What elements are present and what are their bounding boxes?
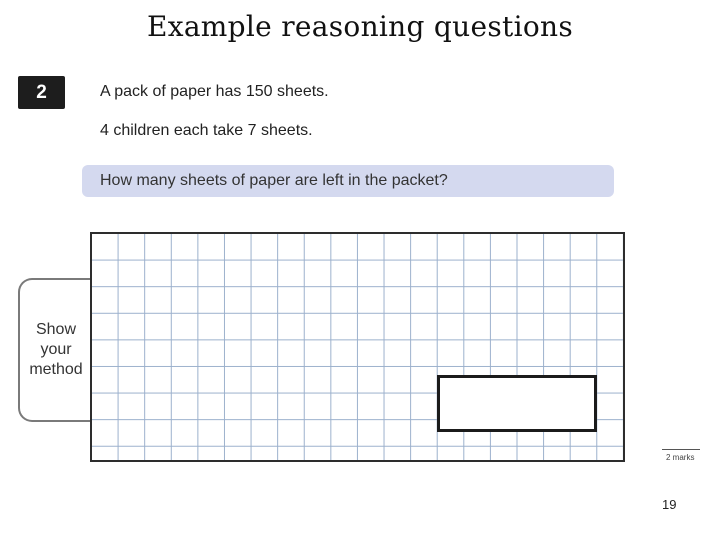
question-statement-2: 4 children each take 7 sheets.	[100, 122, 313, 139]
show-method-label	[29, 320, 82, 380]
show-method-line-2: your	[40, 341, 72, 358]
marks-label: 2 marks	[666, 453, 695, 462]
question-prompt-box	[82, 165, 614, 197]
marks-underline	[662, 449, 700, 450]
answer-box[interactable]	[437, 375, 597, 432]
show-method-line-3: method	[29, 361, 83, 378]
slide-title: Example reasoning questions	[146, 10, 573, 43]
question-number-badge: 2	[18, 76, 65, 109]
question-prompt-text: How many sheets of paper are left in the packet?	[100, 172, 448, 189]
show-method-line-1: Show	[35, 321, 77, 338]
question-statement-1: A pack of paper has 150 sheets.	[100, 83, 329, 100]
page-number: 19	[662, 497, 677, 512]
